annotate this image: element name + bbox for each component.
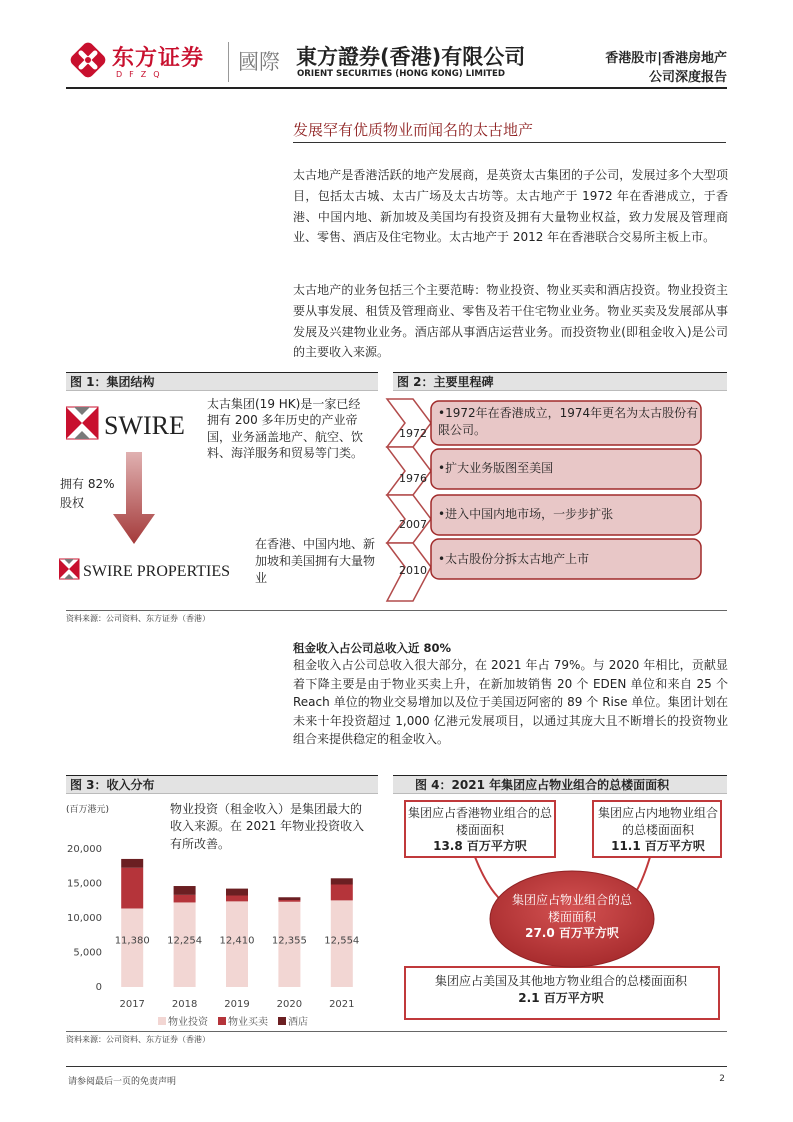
header-category: 香港股市|香港房地产 <box>605 51 727 66</box>
source-note-1: 资料来源：公司资料、东方证券（香港） <box>66 614 210 623</box>
milestone-text-3: •进入中国内地市场，一步步扩张 <box>438 507 614 521</box>
bar-segment-trading <box>226 896 248 902</box>
fig2-title: 图 2：主要里程碑 <box>397 375 494 389</box>
page-number: 2 <box>719 1074 725 1084</box>
milestone-year-1: 1972 <box>399 427 427 440</box>
swire-logo-text: SWIRE <box>104 411 185 440</box>
x-tick-label: 2018 <box>171 999 198 1010</box>
bar-segment-trading <box>174 895 196 903</box>
bar-segment-hotel <box>278 897 300 900</box>
bar-segment-trading <box>278 900 300 902</box>
legend-investment: 物业投资 <box>168 1017 208 1028</box>
header-rule <box>66 87 727 89</box>
source-note-2: 资料来源：公司资料、东方证券（香港） <box>66 1035 210 1044</box>
bar-segment-hotel <box>226 889 248 896</box>
swire-properties-logo-text: SWIRE PROPERTIES <box>83 563 231 580</box>
source-rule-1 <box>66 610 727 611</box>
swire-properties-description: 在香港、中国内地、新加坡和美国拥有大量物业 <box>255 537 376 585</box>
logo-intl: 國際 <box>238 50 280 74</box>
logo-divider <box>228 42 229 82</box>
dfzq-logo-icon <box>68 40 108 80</box>
hk-label: 集团应占香港物业组合的总楼面面积 <box>407 806 552 837</box>
total-value: 27.0 百万平方呎 <box>525 926 619 940</box>
x-tick-label: 2019 <box>224 999 250 1010</box>
fig3-title: 图 3：收入分布 <box>70 778 155 792</box>
total-circle-label <box>512 892 632 942</box>
bar-segment-investment <box>121 908 143 987</box>
total-label: 集团应占物业组合的总楼面面积 <box>512 893 633 924</box>
bar-data-label: 12,254 <box>167 935 203 947</box>
logo-hk-cn: 東方證券(香港)有限公司 <box>296 45 526 69</box>
bar-segment-hotel <box>121 859 143 868</box>
intro-paragraph-2: 太古地产的业务包括三个主要范畴：物业投资、物业买卖和酒店投资。物业投资主要从事发展、租赁及管理商业、零售及若干住宅物业业务。物业买卖及发展部从事发展及兴建物业业务。酒店部从事酒店运营业务。而投资物业(即租金收入)是公司的主要收入来源。 <box>293 283 728 360</box>
swire-logo-icon <box>66 405 200 441</box>
bar-segment-hotel <box>174 886 196 895</box>
bar-data-label: 12,554 <box>324 935 360 947</box>
bar-data-label: 12,410 <box>219 935 255 947</box>
cn-box-label <box>596 805 720 855</box>
chart-note: 物业投资（租金收入）是集团最大的收入来源。在 2021 年物业投资收入有所改善。 <box>170 802 365 851</box>
bar-segment-trading <box>331 885 353 901</box>
logo-hk-en: ORIENT SECURITIES (HONG KONG) LIMITED <box>297 69 506 79</box>
swire-description: 太古集团(19 HK)是一家已经拥有 200 多年历史的产业帝国，业务涵盖地产、航空、饮料、海洋服务和贸易等门类。 <box>207 397 364 460</box>
footer-disclaimer: 请参阅最后一页的免责声明 <box>68 1077 177 1087</box>
source-rule-2 <box>66 1031 727 1032</box>
fig4-title: 图 4：2021 年集团应占物业组合的总楼面面积 <box>415 778 670 792</box>
rent-heading: 租金收入占公司总收入近 80% <box>293 641 452 655</box>
bar-data-label: 11,380 <box>114 935 150 947</box>
rent-paragraph: 租金收入占公司总收入很大部分，在 2021 年占 79%。与 2020 年相比，贡献显着下降主要是由于物业买卖上升，在新加坡销售 20 个 EDEN 单位和来自 25 个 Reach 单位的物业交易增加以及位于美国迈阿密的 89 个 Rise 单位。集团计划在未来十年投资超过 1,000 亿港元发展项目，以通过其庞大且不断增长的投资物业组合来提供稳定的租金收入。 <box>293 658 728 747</box>
x-tick-label: 2021 <box>329 999 355 1010</box>
revenue-chart <box>66 815 386 1015</box>
milestone-year-4: 2010 <box>399 564 427 577</box>
milestone-year-3: 2007 <box>399 518 427 531</box>
bar-segment-trading <box>121 868 143 909</box>
us-value: 2.1 百万平方呎 <box>518 990 604 1005</box>
milestone-text-1: •1972年在香港成立，1974年更名为太古股份有限公司。 <box>438 406 699 437</box>
y-tick-label: 10,000 <box>67 913 102 924</box>
timeline-chevron-2 <box>387 447 431 495</box>
legend-hotel: 酒店 <box>288 1017 308 1028</box>
milestone-text-4: •太古股份分拆太古地产上市 <box>438 552 590 566</box>
bar-segment-hotel <box>331 878 353 884</box>
y-tick-label: 20,000 <box>67 844 102 855</box>
y-tick-label: 0 <box>95 982 102 993</box>
hk-box-label <box>407 805 553 855</box>
us-label: 集团应占美国及其他地方物业组合的总楼面面积 <box>434 974 687 988</box>
legend-swatch-trading <box>218 1017 226 1025</box>
section-title-rule <box>293 142 726 143</box>
stake-label: 拥有 82% 股权 <box>60 477 115 510</box>
y-tick-label: 5,000 <box>73 947 102 959</box>
swire-properties-logo-icon <box>59 555 245 583</box>
intro-paragraph-1: 太古地产是香港活跃的地产发展商，是英资太古集团的子公司，发展过多个大型项目，包括太古城、太古广场及太古坊等。太古地产于 1972 年在香港成立，于香港、中国内地、新加坡及美国均有投资及拥有大量物业权益，致力发展及管理商业、零售、酒店及住宅物业。太古地产于 2012 年在香港联合交易所主板上市。 <box>293 168 728 245</box>
hk-value: 13.8 百万平方呎 <box>433 839 527 853</box>
logo-text-sub: DFZQ <box>116 70 167 79</box>
x-tick-label: 2020 <box>276 999 303 1010</box>
milestone-year-2: 1976 <box>399 472 427 485</box>
section-title: 发展罕有优质物业而闻名的太古地产 <box>293 121 534 139</box>
logo-text-cn: 东方证券 <box>112 46 205 71</box>
chart-y-axis-label: (百万港元) <box>66 805 110 815</box>
us-box-label <box>408 973 714 1006</box>
fig1-title: 图 1：集团结构 <box>70 375 155 389</box>
bar-data-label: 12,355 <box>271 935 307 947</box>
header-report-type: 公司深度报告 <box>648 70 727 85</box>
footer-rule <box>66 1066 727 1067</box>
milestone-text-2: •扩大业务版图至美国 <box>438 461 554 475</box>
legend-trading: 物业买卖 <box>228 1017 268 1028</box>
legend-swatch-hotel <box>278 1017 286 1025</box>
y-tick-label: 15,000 <box>67 878 102 890</box>
cn-value: 11.1 百万平方呎 <box>611 839 705 853</box>
cn-label: 集团应占内地物业组合的总楼面面积 <box>597 806 718 837</box>
legend-swatch-investment <box>158 1017 166 1025</box>
x-tick-label: 2017 <box>119 999 145 1010</box>
